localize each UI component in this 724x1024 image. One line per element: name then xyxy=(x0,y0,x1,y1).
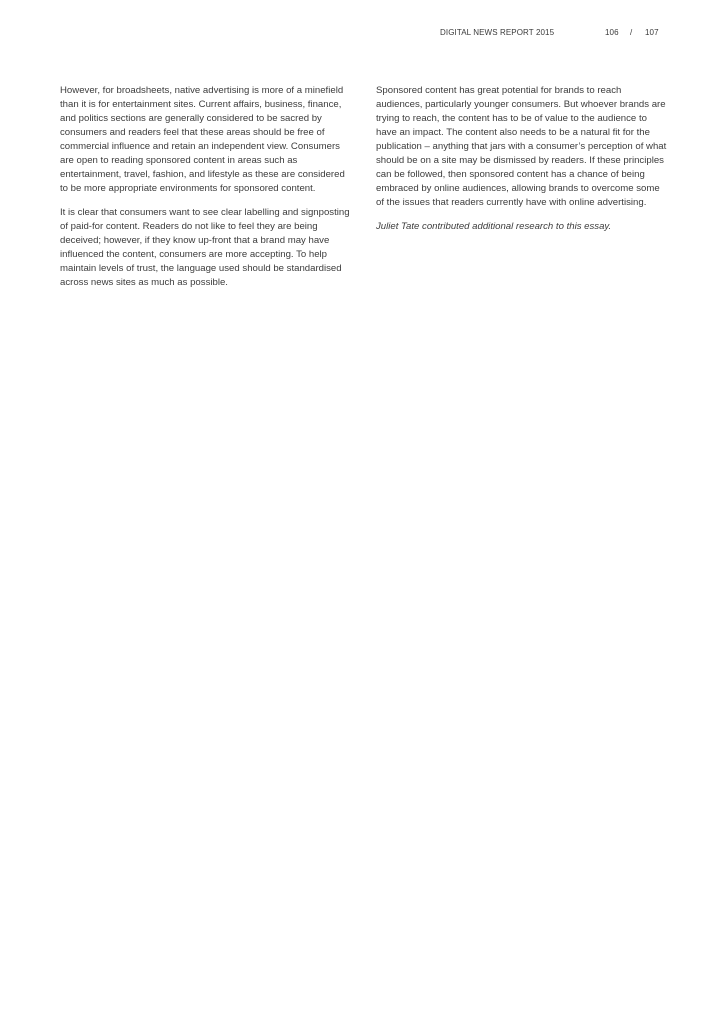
body-paragraph: However, for broadsheets, native advertising is more of a minefield than it is for entertainment sites. Current affairs, business, finance, and politics sections are generally considered to be sacred by consumers and readers feel that these areas should be free of commercial influence and retain an independent view. Consumers are open to reading sponsored content in areas such as entertainment, travel, fashion, and lifestyle as these are considered to be more appropriate environments for sponsored content. xyxy=(60,85,345,194)
body-paragraph: It is clear that consumers want to see clear labelling and signposting of paid-for content. Readers do not like to feel they are being deceived; however, if they know up-front that a brand may have influenced the content, consumers are more accepting. To help maintain levels of trust, the language used should be standardised across news sites as much as possible. xyxy=(60,207,350,288)
page-number-separator: / xyxy=(630,28,633,37)
report-title: DIGITAL NEWS REPORT 2015 xyxy=(440,28,555,37)
running-header xyxy=(0,28,724,40)
page-number-left: 106 xyxy=(605,28,619,37)
left-text-column xyxy=(60,84,352,300)
page-number-right: 107 xyxy=(645,28,659,37)
right-text-column xyxy=(376,84,668,244)
contributor-credit: Juliet Tate contributed additional research to this essay. xyxy=(376,221,612,232)
body-paragraph: Sponsored content has great potential for brands to reach audiences, particularly younger consumers. But whoever brands are trying to reach, the content has to be of value to the audience to have an impact. The content also needs to be a natural fit for the publication – anything that jars with a consumer’s perception of what should be on a site may be dismissed by readers. If these principles can be followed, then sponsored content has a chance of being embraced by online audiences, allowing brands to overcome some of the issues that readers currently have with online advertising. xyxy=(376,85,667,208)
